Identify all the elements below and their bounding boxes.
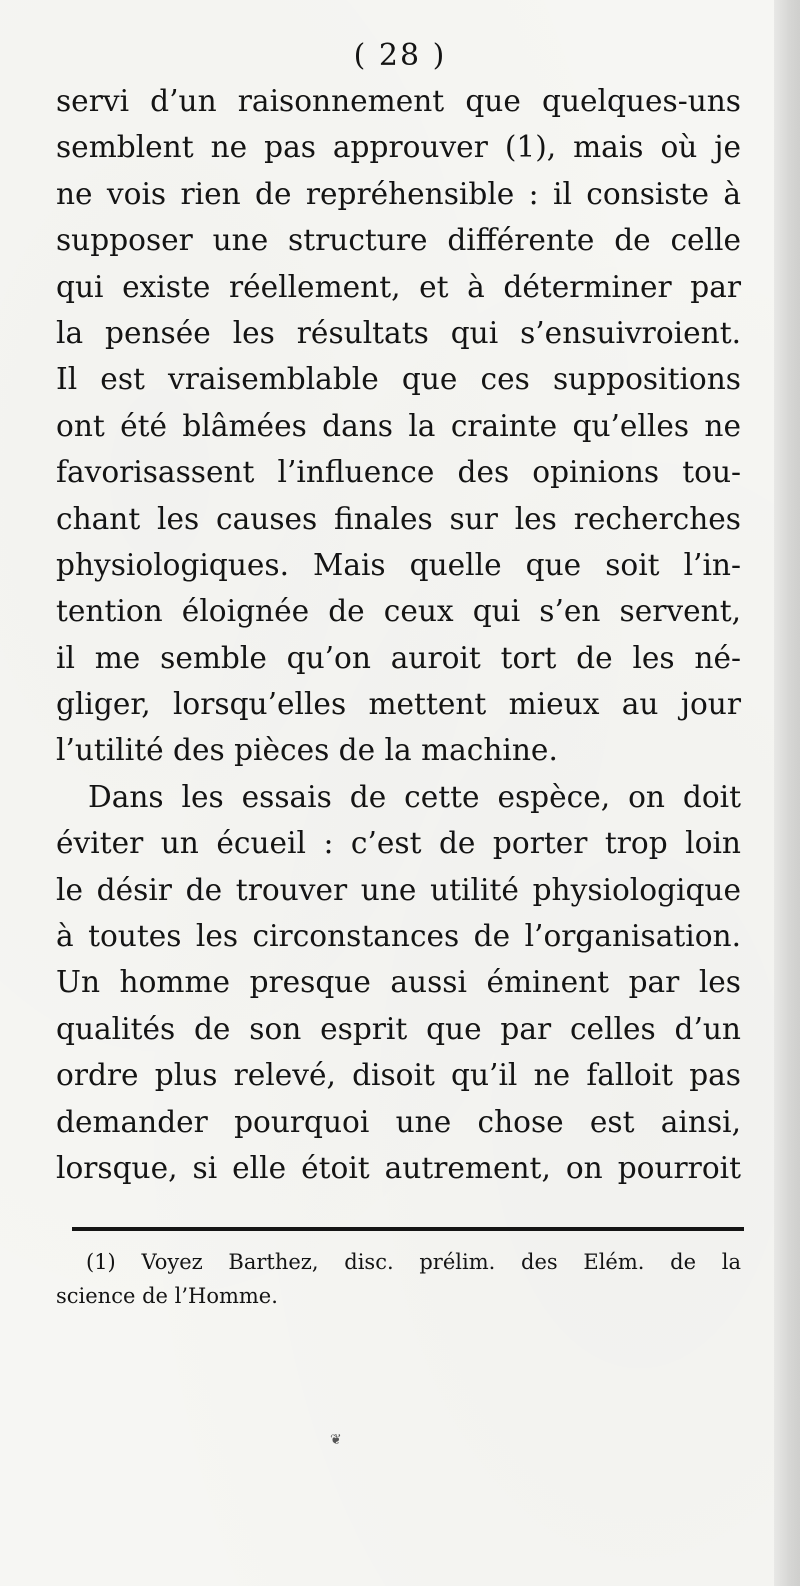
text-line: qui existe réellement, et à déterminer par [56,269,741,304]
text-line: supposer une structure différente de celle [56,223,741,258]
text-line: chant les causes finales sur les recherches [56,501,741,536]
text-line: ont été blâmées dans la crainte qu’elles ne [56,408,741,443]
body-text [56,78,741,1191]
text-line: gliger, lorsqu’elles mettent mieux au jour [56,687,741,722]
text-line: éviter un écueil : c’est de porter trop loin [56,826,741,861]
text-line: tention éloignée de ceux qui s’en servent, [56,594,741,629]
text-line: la pensée les résultats qui s’ensuivroient. [56,315,741,350]
text-line: Un homme presque aussi éminent par les [56,965,741,1000]
text-line: servi d’un raisonnement que quelques-uns [56,84,741,118]
footnote-line: (1) Voyez Barthez, disc. prélim. des Elém. de la [86,1250,741,1274]
ornament-icon: ❦ [330,1432,342,1448]
page-number: ( 28 ) [353,38,447,73]
text-line: demander pourquoi une chose est ainsi, [56,1104,741,1139]
text-line: le désir de trouver une utilité physiologique [56,872,741,907]
text-line: Il est vraisemblable que ces suppositions [56,362,741,397]
paragraph-end-line: l’utilité des pièces de la machine. [56,733,558,768]
text-line: à toutes les circonstances de l’organisation. [56,919,741,954]
text-line: semblent ne pas approuver (1), mais où je [56,130,741,165]
footnote-divider [72,1227,744,1231]
text-line: il me semble qu’on auroit tort de les né- [56,640,741,675]
footnote-line: science de l’Homme. [56,1284,278,1308]
text-line: ordre plus relevé, disoit qu’il ne falloit pas [56,1058,741,1093]
text-line: qualités de son esprit que par celles d’un [56,1011,741,1046]
page-edge-shadow [774,0,800,1586]
paragraph-start-line: Dans les essais de cette espèce, on doit [88,779,741,814]
text-line: physiologiques. Mais quelle que soit l’in- [56,547,741,582]
footnote [56,1245,741,1313]
text-line: ne vois rien de repréhensible : il consiste à [56,176,741,211]
text-line: lorsque, si elle étoit autrement, on pourroit [56,1150,741,1185]
text-line: favorisassent l’influence des opinions tou- [56,455,741,490]
